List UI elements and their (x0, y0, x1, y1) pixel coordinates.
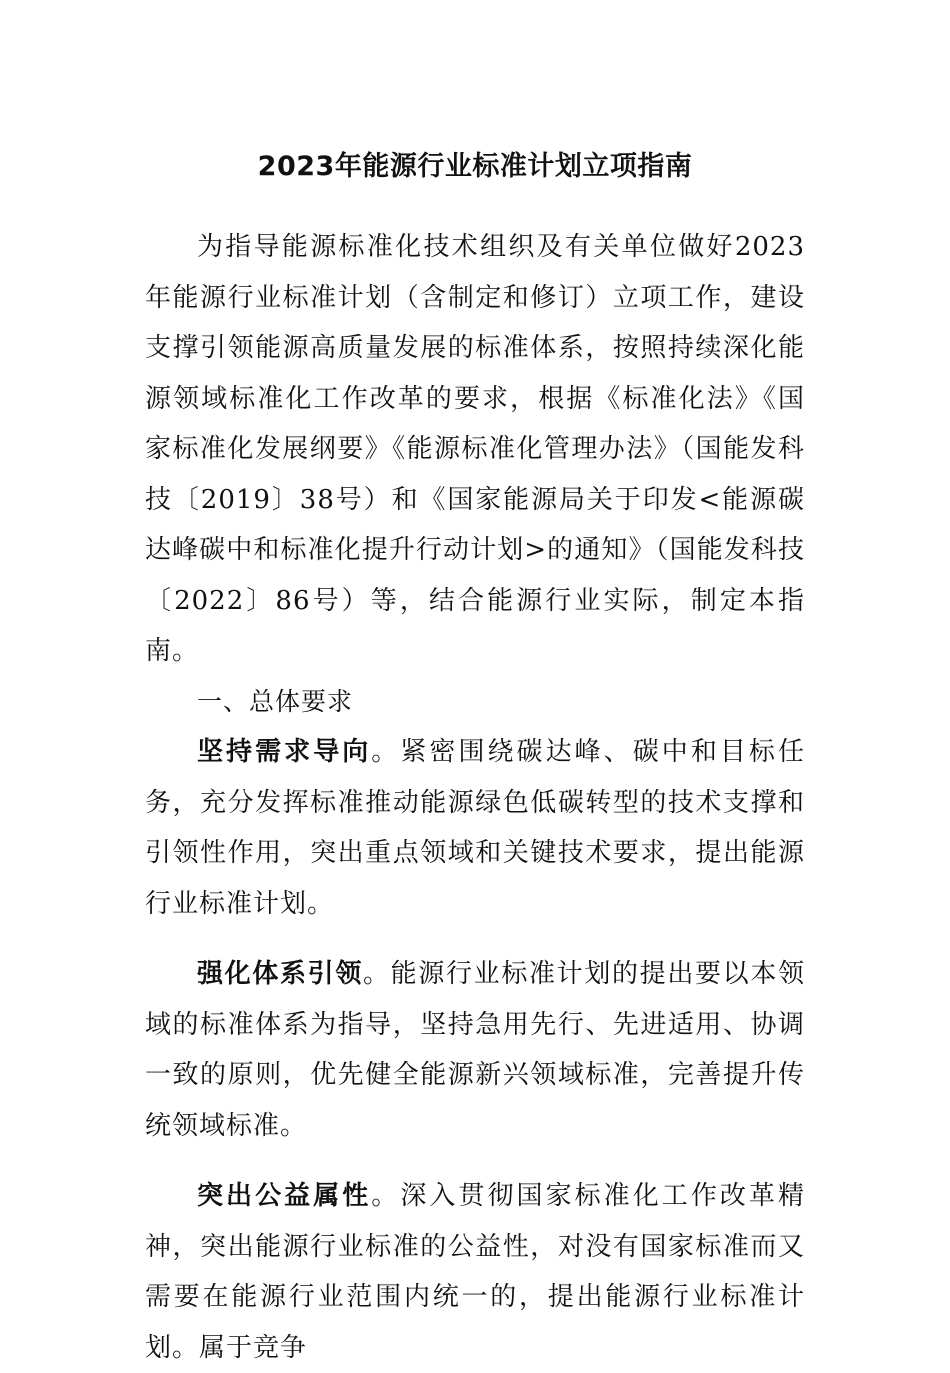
document-title: 2023年能源行业标准计划立项指南 (257, 151, 693, 182)
principle-lead-system: 强化体系引领 (197, 959, 363, 989)
principle-lead-public: 突出公益属性 (197, 1181, 372, 1211)
principle-text-public: 。深入贯彻国家标准化工作改革精神，突出能源行业标准的公益性，对没有国家标准而又需要在能源行业范围内统一的，提出能源行业标准计划。属于竞争 (145, 1181, 805, 1363)
document-body (145, 222, 805, 1373)
principle-lead-demand: 坚持需求导向 (197, 737, 372, 767)
section-heading: 一、总体要求 (197, 686, 354, 716)
principle-paragraph-demand (145, 727, 805, 929)
principle-text-system: 。能源行业标准计划的提出要以本领域的标准体系为指导，坚持急用先行、先进适用、协调一致的原则，优先健全能源新兴领域标准，完善提升传统领域标准。 (145, 959, 805, 1141)
principle-text-demand: 。紧密围绕碳达峰、碳中和目标任务，充分发挥标准推动能源绿色低碳转型的技术支撑和引领性作用，突出重点领域和关键技术要求，提出能源行业标准计划。 (145, 737, 805, 919)
principle-paragraph-system (145, 949, 805, 1151)
intro-paragraph: 为指导能源标准化技术组织及有关单位做好2023年能源行业标准计划（含制定和修订）立项工作，建设支撑引领能源高质量发展的标准体系，按照持续深化能源领域标准化工作改革的要求，根据《标准化法》《国家标准化发展纲要》《能源标准化管理办法》（国能发科技〔2019〕38号）和《国家能源局关于印发<能源碳达峰碳中和标准化提升行动计划>的通知》（国能发科技〔2022〕86号）等，结合能源行业实际，制定本指南。 (145, 232, 805, 666)
paragraph-gap (145, 929, 805, 949)
principle-paragraph-public (145, 1171, 805, 1373)
paragraph-gap (145, 1151, 805, 1171)
